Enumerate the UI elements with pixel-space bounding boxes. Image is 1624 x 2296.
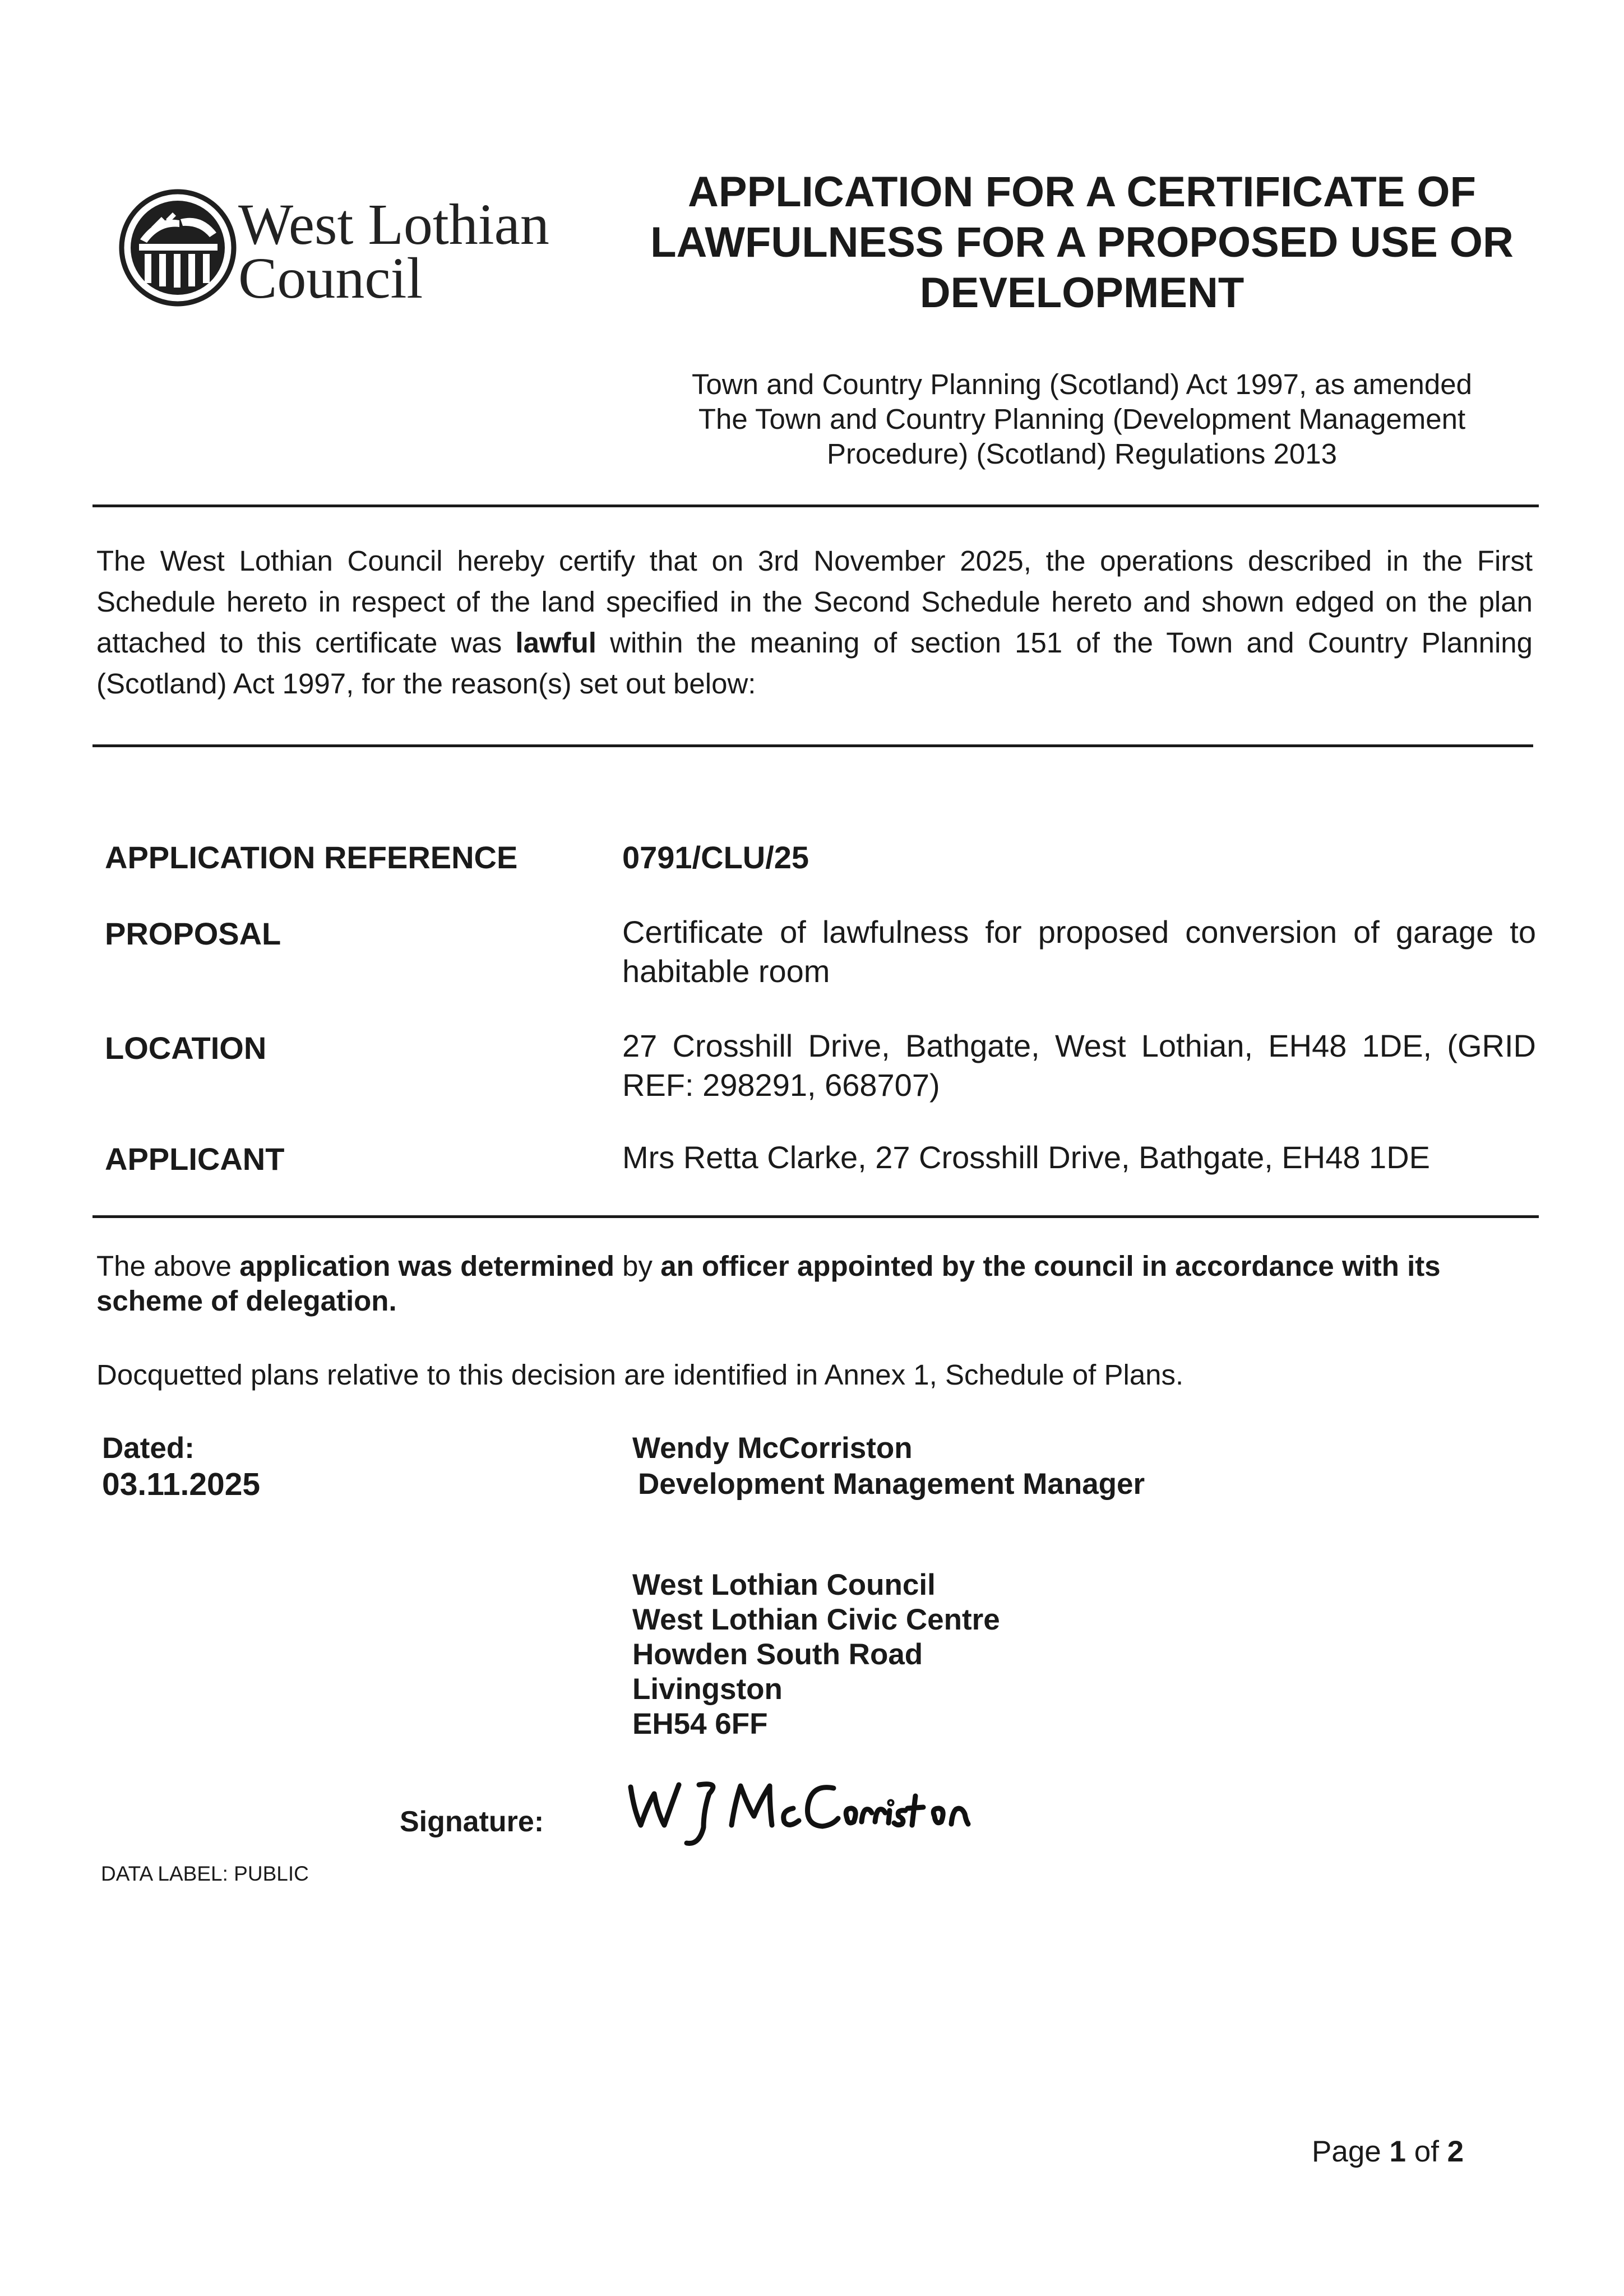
legislation-subtitle [628, 367, 1536, 471]
location-value: 27 Crosshill Drive, Bathgate, West Lothian, EH48 1DE, (GRID REF: 298291, 668707) [622, 1028, 1536, 1103]
address-line: West Lothian Civic Centre [632, 1603, 1000, 1636]
officer-name: Wendy McCorriston [632, 1432, 913, 1465]
proposal-value: Certificate of lawfulness for proposed conversion of garage to habitable room [622, 914, 1536, 989]
council-logo [118, 188, 566, 317]
address-line: Howden South Road [632, 1638, 923, 1671]
title-line: DEVELOPMENT [919, 269, 1244, 317]
divider [92, 1215, 1539, 1218]
statement-text-end: within the meaning of section 151 of the Town and Country Planning (Scotland) Act 1997, for the reason(s) set out below: [96, 627, 1533, 700]
logo-line-2: Council [238, 246, 423, 311]
determination-text: The above [96, 1250, 240, 1282]
logo-line-1: West Lothian [238, 192, 549, 257]
handwritten-signature [625, 1771, 1029, 1855]
officer-title: Development Management Manager [638, 1468, 1145, 1501]
address-line: Livingston [632, 1673, 783, 1706]
statement-emphasis: lawful [515, 627, 596, 659]
subtitle-line: Procedure) (Scotland) Regulations 2013 [826, 438, 1338, 470]
page-current: 1 [1389, 2135, 1406, 2168]
dated-label: Dated: [102, 1432, 195, 1465]
dated-value: 03.11.2025 [102, 1466, 261, 1502]
determination-emphasis: application was determined [239, 1250, 615, 1282]
officer-block [632, 1431, 1145, 1502]
signature-label: Signature: [400, 1806, 544, 1838]
page-indicator [1312, 2135, 1464, 2169]
data-classification-label: DATA LABEL: PUBLIC [101, 1862, 309, 1885]
divider [92, 744, 1533, 747]
logo-wordmark [238, 192, 549, 311]
title-line: LAWFULNESS FOR A PROPOSED USE OR [650, 219, 1514, 266]
plans-note: Docquetted plans relative to this decision are identified in Annex 1, Schedule of Plans. [96, 1359, 1184, 1391]
viaduct-emblem-icon [118, 188, 238, 308]
determination-text: by [614, 1250, 661, 1282]
subtitle-line: Town and Country Planning (Scotland) Act 1997, as amended [691, 368, 1473, 400]
certification-statement [96, 540, 1533, 704]
page-total: 2 [1447, 2135, 1464, 2168]
address-line: West Lothian Council [632, 1568, 936, 1601]
determination-emphasis: an officer appointed by the council in accordance with its scheme of delegation. [96, 1250, 1441, 1317]
location-label: LOCATION [105, 1030, 267, 1066]
proposal-label: PROPOSAL [105, 916, 281, 951]
reference-label: APPLICATION REFERENCE [105, 840, 518, 875]
title-line: APPLICATION FOR A CERTIFICATE OF [688, 168, 1476, 216]
page-prefix: Page [1312, 2135, 1390, 2168]
determination-statement [96, 1249, 1533, 1318]
divider [92, 504, 1539, 507]
page-separator: of [1406, 2135, 1447, 2168]
council-address [632, 1568, 1000, 1742]
applicant-label: APPLICANT [105, 1141, 285, 1177]
statement-text: The West Lothian Council hereby certify that on 3rd November 2025, the operations described in the First Schedule hereto in respect of the land specified in the Second Schedule hereto and shown edged on the plan attached to this certificate was [96, 545, 1533, 659]
address-line: EH54 6FF [632, 1707, 768, 1740]
applicant-value: Mrs Retta Clarke, 27 Crosshill Drive, Bathgate, EH48 1DE [622, 1140, 1430, 1175]
reference-value: 0791/CLU/25 [622, 840, 809, 875]
subtitle-line: The Town and Country Planning (Development Management [698, 403, 1466, 435]
document-title [628, 167, 1536, 318]
